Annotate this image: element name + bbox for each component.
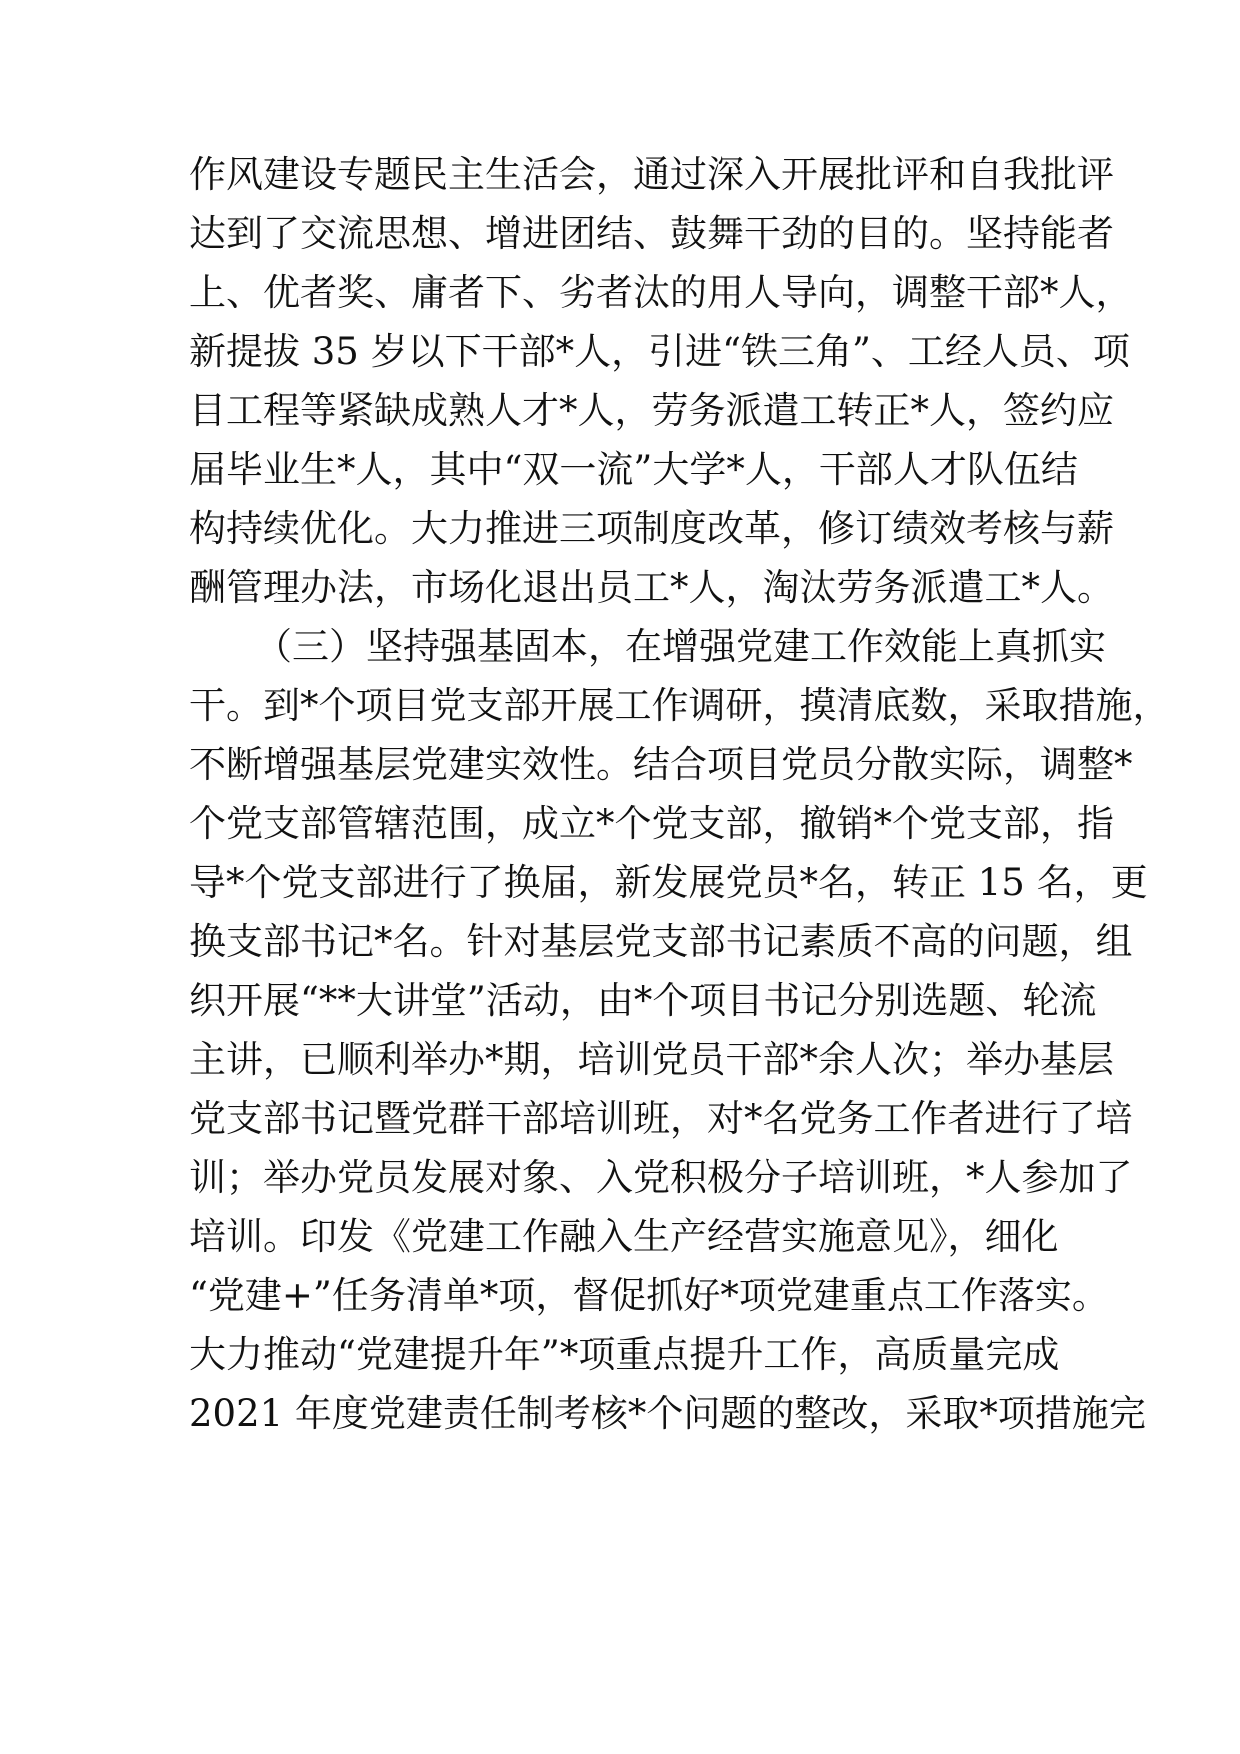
text-line-13: 导*个党支部进行了换届，新发展党员*名，转正 15 名，更 <box>189 861 1148 904</box>
text-line-12: 个党支部管辖范围，成立*个党支部，撤销*个党支部，指 <box>189 802 1114 845</box>
text-line-5: 目工程等紧缺成熟人才*人，劳务派遣工转正*人，签约应 <box>189 389 1114 432</box>
text-line-3: 上、优者奖、庸者下、劣者汰的用人导向，调整干部*人， <box>189 271 1133 314</box>
text-line-17: 党支部书记暨党群干部培训班，对*名党务工作者进行了培 <box>189 1097 1133 1140</box>
text-line-16: 主讲，已顺利举办*期，培训党员干部*余人次；举办基层 <box>189 1038 1114 1081</box>
text-line-2: 达到了交流思想、增进团结、鼓舞干劲的目的。坚持能者 <box>189 212 1114 255</box>
text-line-4: 新提拔 35 岁以下干部*人，引进“铁三角”、工经人员、项 <box>189 330 1130 373</box>
text-line-10: 干。到*个项目党支部开展工作调研，摸清底数，采取措施， <box>189 684 1170 727</box>
text-line-8: 酬管理办法，市场化退出员工*人，淘汰劳务派遣工*人。 <box>189 566 1114 609</box>
text-line-22: 2021 年度党建责任制考核*个问题的整改，采取*项措施完 <box>189 1392 1146 1435</box>
text-line-14: 换支部书记*名。针对基层党支部书记素质不高的问题，组 <box>189 920 1133 963</box>
text-line-19: 培训。印发《党建工作融入生产经营实施意见》，细化 <box>189 1215 1059 1258</box>
text-line-1: 作风建设专题民主生活会，通过深入开展批评和自我批评 <box>189 153 1114 196</box>
text-line-11: 不断增强基层党建实效性。结合项目党员分散实际，调整* <box>189 743 1133 786</box>
text-line-21: 大力推动“党建提升年”*项重点提升工作，高质量完成 <box>189 1333 1060 1376</box>
text-line-20: “党建+”任务清单*项，督促抓好*项党建重点工作落实。 <box>189 1274 1109 1317</box>
section-heading-3: （三）坚持强基固本，在增强党建工作效能上真抓实 <box>255 625 1106 668</box>
text-line-15: 织开展“**大讲堂”活动，由*个项目书记分别选题、轮流 <box>189 979 1097 1022</box>
text-line-18: 训；举办党员发展对象、入党积极分子培训班，*人参加了 <box>189 1156 1133 1199</box>
text-line-7: 构持续优化。大力推进三项制度改革，修订绩效考核与薪 <box>189 507 1114 550</box>
text-line-6: 届毕业生*人，其中“双一流”大学*人，干部人才队伍结 <box>189 448 1078 491</box>
